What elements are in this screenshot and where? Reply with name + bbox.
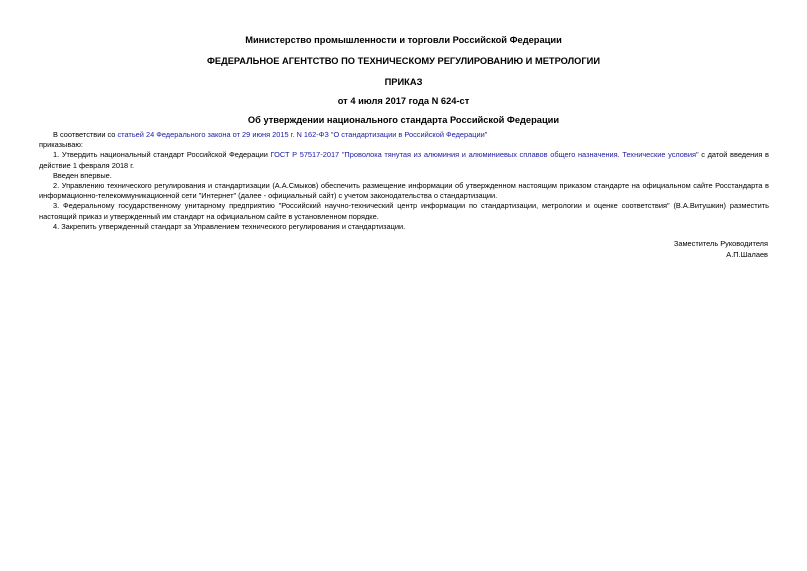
order-word: приказываю:	[39, 140, 83, 150]
item-3-paragraph: 3. Федеральному государственному унитарному предприятию "Российский научно-технический центр информации по стандартизации, метрологии и оценке соответствия" (В.А.Витушкин) разместить настоящий приказ и утвержденный им стандарт на официальном сайте в установленном порядке.	[39, 201, 769, 221]
ministry-heading: Министерство промышленности и торговли Российской Федерации	[245, 35, 562, 45]
signatory-name: А.П.Шалаев	[726, 250, 768, 259]
signatory-position: Заместитель Руководителя	[673, 239, 768, 248]
gost-standard-link[interactable]: ГОСТ Р 57517-2017 "Проволока тянутая из алюминия и алюминиевых сплавов общего назначения. Технические условия"	[270, 150, 699, 160]
item-1-prefix: 1. Утвердить национальный стандарт Российской Федерации	[53, 150, 271, 160]
agency-heading: ФЕДЕРАЛЬНОЕ АГЕНТСТВО ПО ТЕХНИЧЕСКОМУ РЕГУЛИРОВАНИЮ И МЕТРОЛОГИИ	[206, 56, 601, 66]
document-type: ПРИКАЗ	[384, 77, 423, 87]
document-date-number: от 4 июля 2017 года N 624-ст	[337, 96, 470, 106]
document-subject: Об утверждении национального стандарта Российской Федерации	[247, 115, 560, 125]
intro-prefix: В соответствии со	[53, 130, 118, 139]
signature-block	[674, 238, 768, 260]
item-2-paragraph: 2. Управлению технического регулирования и стандартизации (А.А.Смыков) обеспечить размещение информации об утвержденном настоящим приказом стандарте на официальном сайте Росстандарта в информационно-телекоммуникационной сети "Интернет" (далее - официальный сайт) с учетом законодательства о стандартизации.	[39, 181, 769, 201]
federal-law-link[interactable]: статьей 24 Федерального закона от 29 июня 2015 г. N 162-ФЗ "О стандартизации в Российской Федерации"	[117, 130, 488, 139]
intro-paragraph	[39, 130, 769, 140]
item-1-suffix: с датой введения в действие 1 февраля 2018 г.	[39, 150, 769, 170]
document-body	[39, 130, 769, 232]
item-1-paragraph	[39, 150, 769, 170]
introduced-note: Введен впервые.	[53, 170, 112, 180]
item-4-paragraph: 4. Закрепить утвержденный стандарт за Управлением технического регулирования и стандартизации.	[53, 221, 406, 231]
